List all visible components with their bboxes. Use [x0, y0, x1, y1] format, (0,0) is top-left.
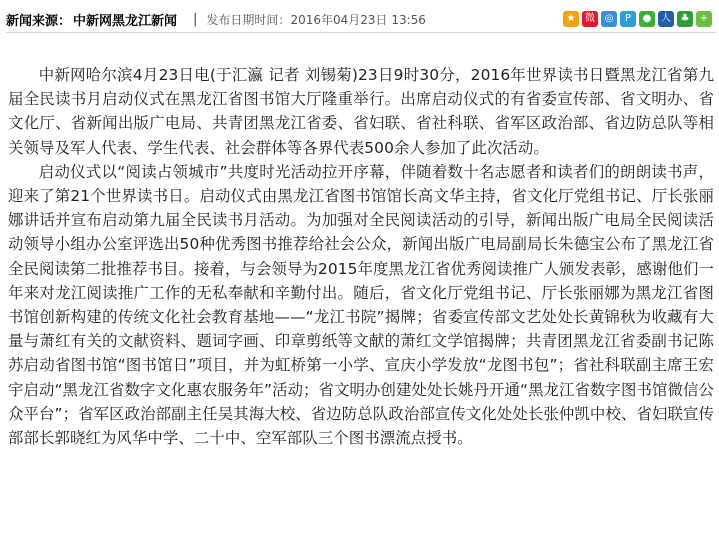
- publish-time-label: 发布日期时间：: [206, 12, 291, 27]
- more-share-icon[interactable]: +: [696, 11, 712, 27]
- renren-share-icon[interactable]: 人: [658, 11, 674, 27]
- article-paragraph-2: 启动仪式以“阅读占领城市”共度时光活动拉开序幕，伴随着数十名志愿者和读者们的朗朗读书声，迎来了第21个世界读书日。启动仪式由黑龙江省图书馆馆长高文华主持，省文化厅党组书记、厅长张丽娜讲话并宣布启动第九届全民读书月活动。为加强对全民阅读活动的引导，新闻出版广电局全民阅读活动领导小组办公室评选出50种优秀图书推荐给社会公众，新闻出版广电局副局长朱德宝公布了黑龙江省全民阅读第二批推荐书目。接着，与会领导为2015年度黑龙江省优秀阅读推广人颁发表彰，感谢他们一年来对龙江阅读推广工作的无私奉献和辛勤付出。随后，省文化厅党组书记、厅长张丽娜为黑龙江省图书馆创新构建的传统文化社会教育基地——“龙江书院”揭牌；省委宣传部文艺处处长黄锦秋为收藏有大量与萧红有关的文献资料、题词字画、印章剪纸等文献的萧红文学馆揭牌；共青团黑龙江省委副书记陈苏启动省图书馆“图书馆日”项目，并为虹桥第一小学、宣庆小学发放“龙图书包”；省社科联副主席王宏宇启动“黑龙江省数字文化惠农服务年”活动；省文明办创建处处长姚丹开通“黑龙江省数字图书馆微信公众平台”；省军区政治部副主任吴其海大校、省边防总队政治部宣传文化处处长张仲凯中校、省妇联宣传部部长郭晓红为风华中学、二十中、空军部队三个图书漂流点授书。: [8, 162, 714, 448]
- wechat-share-icon[interactable]: ●: [639, 11, 655, 27]
- pengyou-share-icon[interactable]: P: [620, 11, 636, 27]
- tencent-weibo-share-icon[interactable]: ◎: [601, 11, 617, 27]
- weibo-share-icon[interactable]: 微: [582, 11, 598, 27]
- article-paragraph-1: 中新网哈尔滨4月23日电(于汇瀛 记者 刘锡菊)23日9时30分，2016年世界读书日暨黑龙江省第九届全民读书月启动仪式在黑龙江省图书馆大厅隆重举行。出席启动仪式的有省委宣传部、省文明办、省文化厅、省新闻出版广电局、共青团黑龙江省委、省妇联、省社科联、省军区政治部、省边防总队等相关领导及军人代表、学生代表、社会群体等各界代表500余人参加了此次活动。: [8, 66, 714, 157]
- news-source-label: 新闻来源：: [6, 13, 72, 29]
- meta-separator: |: [193, 11, 198, 27]
- article-body: [8, 63, 714, 450]
- share-toolbar: [563, 11, 716, 27]
- news-source-value: 中新网黑龙江新闻: [73, 13, 178, 29]
- clover-share-icon[interactable]: ♣: [677, 11, 693, 27]
- article-meta-bar: [6, 6, 716, 33]
- publish-time-value: 2016年04月23日 13:56: [290, 12, 426, 27]
- qzone-share-icon[interactable]: ★: [563, 11, 579, 27]
